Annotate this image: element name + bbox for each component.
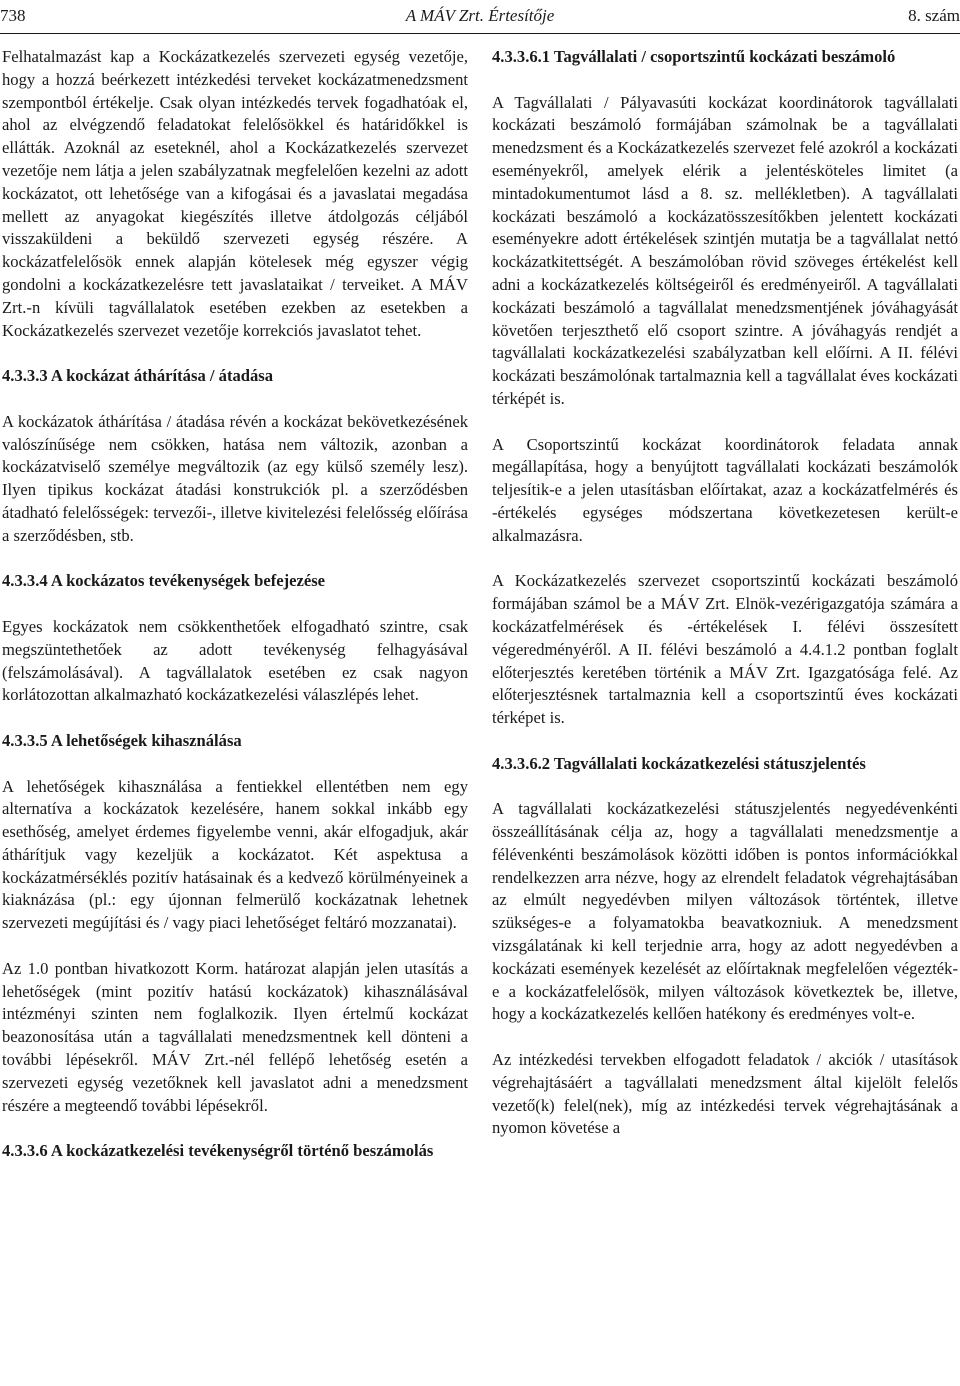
right-column: [492, 46, 958, 1140]
journal-title: A MÁV Zrt. Értesítője: [405, 6, 555, 25]
paragraph: Az 1.0 pontban hivatkozott Korm. határozat alapján jelen utasítás a lehetőségek (mint pozitív hatású kockázatok) kihasználásával intézményi szinten nem foglalkozik. Ilyen értelmű kockázat beazonosítása után a tagvállalati menedzsmentnek kell dönteni a további lépésekről. MÁV Zrt.-nél fellépő lehetőség esetén a szervezeti egység vezetőknek kell javaslatot adni a menedzsment részére a megteendő további lépésekről.: [2, 958, 468, 1115]
section-heading-4336: 4.3.3.6 A kockázatkezelési tevékenységről történő beszámolás: [2, 1141, 434, 1161]
paragraph: Egyes kockázatok nem csökkenthetőek elfogadható szintre, csak megszüntethetőek az adott tevékenység felhagyásával (felszámolásával). A tagvállalatok esetében ez csak nagyon korlátozottan alkalmazható kockázatkezelési válaszlépés lehet.: [2, 616, 468, 705]
paragraph: A lehetőségek kihasználása a fentiekkel ellentétben nem egy alternatíva a kockázatok kezelésére, hanem sokkal inkább egy esethőség, amelyet érdemes figyelembe venni, akár elfogadjuk, akár áthárítjuk vagy kezeljük a kockázatot. Két aspektusa a kockázatmérséklés pozitív hatásainak és a kedvező körülményeinek a kiaknázása (pl.: egy újonnan felmerülő kockázatnak lehetnek szervezeti megújítási és / vagy piaci lehetőséget feltáró mozzanatai).: [2, 776, 468, 933]
page-header: [0, 3, 960, 29]
paragraph: Az intézkedési tervekben elfogadott feladatok / akciók / utasítások végrehajtásáért a tagvállalati menedzsment által kijelölt felelős vezető(k) felel(nek), míg az intézkedési tervek végrehajtásának a nyomon követése a: [492, 1050, 958, 1138]
section-heading-4333: 4.3.3.3 A kockázat áthárítása / átadása: [2, 366, 274, 386]
paragraph: A Tagvállalati / Pályavasúti kockázat koordinátorok tagvállalati kockázati beszámoló formájában számolnak be a tagvállalati menedzsment és a Kockázatkezelés szervezet felé azokról a kockázati eseményekről, amelyek elérik a jelentésköteles limitet (a mintadokumentumot lásd a 8. sz. mellékletben). A tagvállalati kockázati beszámoló a kockázatösszesítőkben jelentett kockázati eseményekre adott értékelések szintjén mutatja be a tagvállalat nettó kockázatkitettségét. A beszámolóban rövid szöveges értékelést kell adni a kockázatkezelés költségeiről és eredményeiről. A tagvállalati kockázati beszámoló a tagvállalat menedzsmentjének jóváhagyását követően terjeszthető elő csoport szintre. A jóváhagyás rendjét a tagvállalati kockázatkezelési szabályzatban kell előírni. A II. félévi kockázati beszámolónak tartalmaznia kell a tagvállalat éves kockázati térképét is.: [492, 92, 958, 408]
paragraph: A Kockázatkezelés szervezet csoportszintű kockázati beszámoló formájában számol be a MÁV Zrt. Elnök-vezérigazgatója számára a kockázatfelmérések és -értékelések I. félévi összesített végeredményéről. A II. félévi beszámoló a 4.4.1.2 pontban foglalt előterjesztés keretében történik a MÁV Zrt. Igazgatósága felé. Az előterjesztésnek tartalmaznia kell a csoportszintű éves kockázati térképet is.: [492, 571, 958, 728]
paragraph: Felhatalmazást kap a Kockázatkezelés szervezeti egység vezetője, hogy a hozzá beérkezett intézkedési terveket kockázatmenedzsment szempontból értékelje. Csak olyan intézkedés tervek fogadhatóak el, ahol az elvégzendő feladatokat felelősökkel és határidőkkel is ellátták. Azoknál az eseteknél, ahol a Kockázatkezelés szervezet vezetője nem látja a jelen szabályzatnak megfelelően kezelni az adott kockázatot, ott lehetősége van a kifogásai és a javaslatai megadása mellett az anyagokat kiegészítés illetve átdolgozás céljából visszaküldeni a beküldő szervezeti egység részére. A kockázatfelelősök ennek alapján kötelesek még egyszer végig gondolni a kockázatkezelésre tett javaslataikat / terveiket. A MÁV Zrt.-n kívüli tagvállalatok esetében ezekben az esetekben a Kockázatkezelés szervezet vezetője korrekciós javaslatot tehet.: [2, 47, 468, 340]
paragraph: A kockázatok áthárítása / átadása révén a kockázat bekövetkezésének valószínűsége nem csökken, hatása nem változik, azonban a kockázatviselő személye megváltozik (az egy külső személy lesz). Ilyen tipikus kockázat átadási konstrukciók pl. a szerződésben átadható felelősségek: tervezői-, illetve kivitelezési felelősség előírása a szerződésben, stb.: [2, 411, 468, 545]
paragraph: A tagvállalati kockázatkezelési státuszjelentés negyedévenkénti összeállításának célja az, hogy a tagvállalati menedzsmentje a félévenkénti beszámolások közötti időben is pontos információkkal rendelkezzen arra nézve, hogy az elrendelt feladatok végrehajtásában az elmúlt negyedévben milyen változások történtek, illetve szükséges-e a folyamatokba beavatkozniuk. A menedzsment vizsgálatának ki kell terjednie arra, hogy az adott negyedévben a kockázati események kezelését az előírtaknak megfelelően végezték-e a kockázatfelelősök, milyen változások következtek be, illetve, hogy a kockázatkezelés kellően hatékony és eredményes volt-e.: [492, 799, 958, 1024]
paragraph: A Csoportszintű kockázat koordinátorok feladata annak megállapítása, hogy a benyújtott tagvállalati kockázati beszámolók teljesítik-e a jelen utasításban előírtakat, azaz a kockázatfelmérés és -értékelés egységes módszertana következetesen került-e alkalmazásra.: [492, 434, 958, 545]
section-heading-43361: 4.3.3.6.1 Tagvállalati / csoportszintű kockázati beszámoló: [492, 47, 896, 66]
page-number: 738: [0, 6, 26, 25]
issue-number: 8. szám: [908, 6, 960, 25]
section-heading-4335: 4.3.3.5 A lehetőségek kihasználása: [2, 730, 242, 750]
left-column: [2, 46, 468, 1163]
section-heading-4334: 4.3.3.4 A kockázatos tevékenységek befejezése: [2, 571, 326, 591]
section-heading-43362: 4.3.3.6.2 Tagvállalati kockázatkezelési státuszjelentés: [492, 753, 866, 773]
header-rule: [0, 33, 960, 34]
